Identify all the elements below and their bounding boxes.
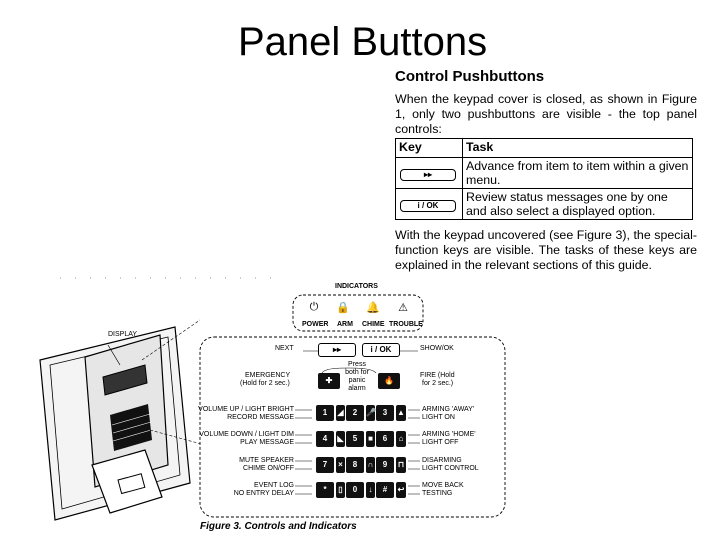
figure-caption: Figure 3. Controls and Indicators [200, 521, 357, 532]
digit-key: 1 [316, 405, 334, 421]
digit-key: 2 [346, 405, 364, 421]
right-function-label: TESTING [422, 490, 453, 497]
disarm-icon: ⊓ [396, 457, 406, 473]
right-function-label: LIGHT CONTROL [422, 465, 479, 472]
digit-key: 3 [376, 405, 394, 421]
fire-hold-label: for 2 sec.) [422, 380, 454, 387]
table-task-cell: Review status messages one by one and also select a displayed option. [463, 189, 693, 220]
move-back-icon: ↩ [396, 482, 406, 498]
power-icon: ⏻ [309, 301, 319, 313]
keypad-illustration [0, 265, 520, 540]
digit-key: 4 [316, 431, 334, 447]
control-intro-paragraph: When the keypad cover is closed, as shown in Figure 1, only two pushbuttons are visible - the top panel controls: [395, 92, 697, 136]
right-function-label: LIGHT OFF [422, 439, 459, 446]
mute-icon: × [336, 457, 345, 473]
next-key: ▸▸ [318, 343, 356, 357]
left-function-label: EVENT LOG [254, 482, 294, 489]
indicator-label-chime: CHIME [362, 321, 385, 328]
chime-bell-icon: 🔔 [366, 302, 380, 314]
controls-figure [0, 265, 520, 540]
fire-key: 🔥 [378, 373, 400, 389]
digit-key: 5 [346, 431, 364, 447]
left-function-label: VOLUME UP / LIGHT BRIGHT [198, 406, 294, 413]
arm-home-icon: ⌂ [396, 431, 406, 447]
table-header-task: Task [463, 139, 693, 158]
panic-note: Press both for panic alarm [345, 361, 369, 392]
record-icon: 🎤 [366, 405, 375, 421]
left-function-label: CHIME ON/OFF [243, 465, 294, 472]
key-task-table [395, 138, 693, 220]
right-function-label: LIGHT ON [422, 414, 455, 421]
digit-key: 9 [376, 457, 394, 473]
digit-key: 6 [376, 431, 394, 447]
next-label: NEXT [275, 345, 294, 352]
trouble-warning-icon: ⚠ [398, 302, 408, 314]
left-function-label: RECORD MESSAGE [227, 414, 294, 421]
arm-lock-icon: 🔒 [336, 302, 350, 314]
digit-key: * [316, 482, 334, 498]
right-function-label: DISARMING [422, 457, 462, 464]
left-function-label: NO ENTRY DELAY [233, 490, 294, 497]
left-function-label: VOLUME DOWN / LIGHT DIM [199, 431, 294, 438]
left-function-label: MUTE SPEAKER [239, 457, 294, 464]
show-ok-label: SHOW/OK [420, 345, 454, 352]
volume-up-icon: ◢ [336, 405, 345, 421]
emergency-label: EMERGENCY [245, 372, 291, 379]
arm-away-icon: ▲ [396, 405, 406, 421]
indicator-label-power: POWER [302, 321, 329, 328]
right-function-label: MOVE BACK [422, 482, 464, 489]
table-header-key: Key [396, 139, 463, 158]
table-row [396, 189, 693, 220]
play-icon: ■ [366, 431, 375, 447]
right-function-label: ARMING 'HOME' [422, 431, 476, 438]
left-function-label: PLAY MESSAGE [240, 439, 294, 446]
slide-title: Panel Buttons [238, 20, 488, 64]
ok-key-button: i / OK [400, 200, 456, 212]
control-keys-paragraph: With the keypad uncovered (see Figure 3), the special-function keys are visible. The tasks of these keys are explained in the relevant sections of this guide. [395, 228, 697, 272]
digit-key: 7 [316, 457, 334, 473]
indicator-label-arm: ARM [337, 321, 353, 328]
event-log-icon: ▯ [336, 482, 345, 498]
digit-key: 0 [346, 482, 364, 498]
show-ok-key: i / OK [362, 343, 400, 357]
chime-icon: ∩ [366, 457, 375, 473]
digit-key: # [376, 482, 394, 498]
fire-label: FIRE (Hold [420, 372, 455, 379]
indicators-label: INDICATORS [335, 283, 378, 290]
control-heading: Control Pushbuttons [395, 68, 545, 85]
indicator-label-trouble: TROUBLE [389, 321, 423, 328]
no-entry-delay-icon: ↓ [366, 482, 375, 498]
emergency-hold-label: (Hold for 2 sec.) [240, 380, 290, 387]
table-key-cell [396, 189, 463, 220]
digit-key: 8 [346, 457, 364, 473]
table-task-cell: Advance from item to item within a given menu. [463, 158, 693, 189]
right-function-label: ARMING 'AWAY' [422, 406, 475, 413]
display-label: DISPLAY [108, 331, 138, 338]
table-row [396, 158, 693, 189]
next-key-button: ▸▸ [400, 169, 456, 181]
volume-down-icon: ◣ [336, 431, 345, 447]
emergency-key: ✚ [318, 373, 340, 389]
table-key-cell [396, 158, 463, 189]
table-header-row [396, 139, 693, 158]
